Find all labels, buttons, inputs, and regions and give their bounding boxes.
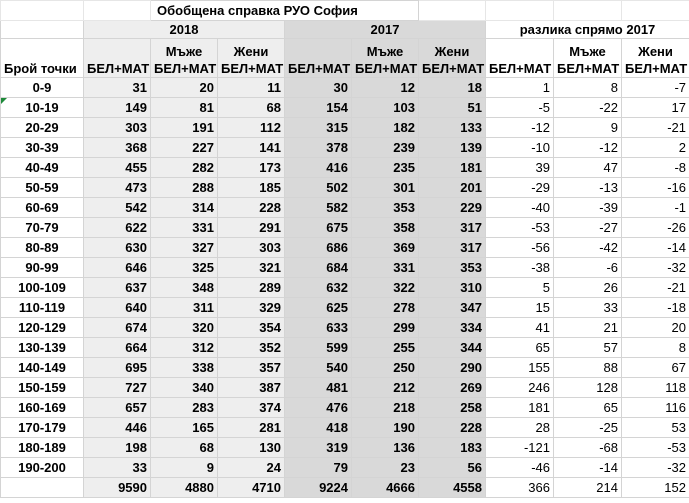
data-cell[interactable]: 502 [285, 178, 352, 198]
metric-label: БЕЛ+МАТ [154, 61, 217, 76]
data-cell[interactable]: -18 [622, 298, 689, 318]
data-cell[interactable]: 290 [419, 358, 486, 378]
data-cell[interactable]: 640 [84, 298, 151, 318]
data-cell[interactable]: -14 [622, 238, 689, 258]
data-cell[interactable]: 258 [419, 398, 486, 418]
data-cell[interactable]: 291 [218, 218, 285, 238]
data-cell[interactable]: -56 [486, 238, 554, 258]
row-range[interactable]: 110-119 [1, 298, 84, 318]
row-range[interactable]: 140-149 [1, 358, 84, 378]
data-cell[interactable]: 317 [419, 238, 486, 258]
data-cell[interactable]: 39 [486, 158, 554, 178]
women-label: Жени [434, 44, 470, 59]
data-cell[interactable]: 418 [285, 418, 352, 438]
metric-label: БЕЛ+МАТ [625, 61, 688, 76]
data-cell[interactable]: 686 [285, 238, 352, 258]
data-cell[interactable]: 657 [84, 398, 151, 418]
data-cell[interactable]: 282 [151, 158, 218, 178]
data-cell[interactable]: 68 [151, 438, 218, 458]
data-cell[interactable]: 283 [151, 398, 218, 418]
table-row [1, 78, 689, 98]
data-cell[interactable]: 30 [285, 78, 352, 98]
data-cell[interactable]: 455 [84, 158, 151, 178]
data-cell[interactable]: 154 [285, 98, 352, 118]
data-cell[interactable]: 228 [419, 418, 486, 438]
data-cell[interactable]: 88 [554, 358, 622, 378]
data-cell[interactable]: 354 [218, 318, 285, 338]
total-cell[interactable]: 152 [622, 478, 689, 498]
data-cell[interactable]: 139 [419, 138, 486, 158]
data-cell[interactable]: 218 [352, 398, 419, 418]
row-header-label[interactable]: Брой точки [1, 39, 84, 78]
data-cell[interactable]: 31 [84, 78, 151, 98]
data-cell[interactable]: 314 [151, 198, 218, 218]
data-cell[interactable]: 599 [285, 338, 352, 358]
group-header-2018[interactable]: 2018 [84, 21, 285, 39]
header-2017-total[interactable] [285, 39, 352, 78]
data-cell[interactable]: -16 [622, 178, 689, 198]
data-cell[interactable]: 633 [285, 318, 352, 338]
data-cell[interactable]: 303 [218, 238, 285, 258]
data-cell[interactable]: -27 [554, 218, 622, 238]
row-range[interactable]: 50-59 [1, 178, 84, 198]
metric-label: БЕЛ+МАТ [221, 61, 284, 76]
women-label: Жени [638, 44, 673, 59]
data-cell[interactable]: 173 [218, 158, 285, 178]
data-cell[interactable]: 5 [486, 278, 554, 298]
data-cell[interactable]: -29 [486, 178, 554, 198]
data-cell[interactable]: -22 [554, 98, 622, 118]
row-range[interactable]: 160-169 [1, 398, 84, 418]
data-cell[interactable]: 378 [285, 138, 352, 158]
data-cell[interactable]: 51 [419, 98, 486, 118]
metric-label: БЕЛ+МАТ [557, 61, 620, 76]
data-cell[interactable]: -10 [486, 138, 554, 158]
men-label: Мъже [165, 44, 203, 59]
data-cell[interactable]: 368 [84, 138, 151, 158]
data-cell[interactable]: 183 [419, 438, 486, 458]
data-cell[interactable]: 228 [218, 198, 285, 218]
data-cell[interactable]: -68 [554, 438, 622, 458]
data-cell[interactable]: 201 [419, 178, 486, 198]
row-range[interactable]: 150-159 [1, 378, 84, 398]
table-row [1, 118, 689, 138]
women-label: Жени [233, 44, 269, 59]
data-cell[interactable]: 118 [622, 378, 689, 398]
data-cell[interactable]: 191 [151, 118, 218, 138]
data-cell[interactable]: -42 [554, 238, 622, 258]
data-cell[interactable]: -32 [622, 458, 689, 478]
data-cell[interactable]: 8 [622, 338, 689, 358]
data-cell[interactable]: 9 [554, 118, 622, 138]
data-cell[interactable]: 26 [554, 278, 622, 298]
data-cell[interactable]: 334 [419, 318, 486, 338]
table-row [1, 218, 689, 238]
header-diff-total[interactable] [486, 39, 554, 78]
row-range[interactable]: 40-49 [1, 158, 84, 178]
data-cell[interactable]: 133 [419, 118, 486, 138]
table-row [1, 258, 689, 278]
data-cell[interactable]: 11 [218, 78, 285, 98]
data-cell[interactable]: 68 [218, 98, 285, 118]
data-cell[interactable]: 327 [151, 238, 218, 258]
data-cell[interactable]: 387 [218, 378, 285, 398]
data-cell[interactable]: 281 [218, 418, 285, 438]
data-cell[interactable]: 229 [419, 198, 486, 218]
data-cell[interactable]: 664 [84, 338, 151, 358]
data-cell[interactable]: -12 [486, 118, 554, 138]
data-cell[interactable]: 348 [151, 278, 218, 298]
total-cell[interactable]: 9590 [84, 478, 151, 498]
cell-blank[interactable] [622, 1, 689, 21]
data-cell[interactable]: -8 [622, 158, 689, 178]
data-cell[interactable]: 303 [84, 118, 151, 138]
data-cell[interactable]: 8 [554, 78, 622, 98]
header-2018-total[interactable] [84, 39, 151, 78]
data-cell[interactable]: 56 [419, 458, 486, 478]
data-cell[interactable]: 18 [419, 78, 486, 98]
data-cell[interactable]: 540 [285, 358, 352, 378]
data-cell[interactable]: -39 [554, 198, 622, 218]
data-cell[interactable]: 357 [218, 358, 285, 378]
table-row [1, 438, 689, 458]
data-cell[interactable]: 353 [419, 258, 486, 278]
data-cell[interactable]: 352 [218, 338, 285, 358]
data-cell[interactable]: -46 [486, 458, 554, 478]
cell-blank[interactable] [1, 21, 84, 39]
data-cell[interactable]: 57 [554, 338, 622, 358]
data-cell[interactable]: 103 [352, 98, 419, 118]
data-cell[interactable]: 321 [218, 258, 285, 278]
data-cell[interactable]: 239 [352, 138, 419, 158]
data-cell[interactable]: 684 [285, 258, 352, 278]
header-2017-women[interactable] [419, 39, 486, 78]
data-cell[interactable]: 347 [419, 298, 486, 318]
row-range[interactable]: 0-9 [1, 78, 84, 98]
data-cell[interactable]: 358 [352, 218, 419, 238]
data-cell[interactable]: 632 [285, 278, 352, 298]
data-cell[interactable]: 289 [218, 278, 285, 298]
data-cell[interactable]: 320 [151, 318, 218, 338]
header-diff-men[interactable] [554, 39, 622, 78]
data-cell[interactable]: 9 [151, 458, 218, 478]
metric-label: БЕЛ+МАТ [422, 61, 485, 76]
table-row [1, 278, 689, 298]
table-row [1, 238, 689, 258]
data-cell[interactable]: 17 [622, 98, 689, 118]
data-cell[interactable]: 481 [285, 378, 352, 398]
row-range[interactable]: 80-89 [1, 238, 84, 258]
total-cell[interactable]: 4710 [218, 478, 285, 498]
row-range[interactable]: 130-139 [1, 338, 84, 358]
data-cell[interactable]: 622 [84, 218, 151, 238]
data-cell[interactable]: 473 [84, 178, 151, 198]
data-cell[interactable]: -32 [622, 258, 689, 278]
row-range[interactable]: 120-129 [1, 318, 84, 338]
data-cell[interactable]: 322 [352, 278, 419, 298]
data-cell[interactable]: 582 [285, 198, 352, 218]
table-title[interactable]: Обобщена справка РУО София [151, 1, 419, 21]
data-cell[interactable]: 674 [84, 318, 151, 338]
data-cell[interactable]: 269 [419, 378, 486, 398]
data-cell[interactable]: 79 [285, 458, 352, 478]
metric-label: БЕЛ+МАТ [355, 61, 418, 76]
table-row [1, 318, 689, 338]
data-cell[interactable]: -121 [486, 438, 554, 458]
data-cell[interactable]: 33 [84, 458, 151, 478]
data-cell[interactable]: 112 [218, 118, 285, 138]
data-cell[interactable]: 198 [84, 438, 151, 458]
data-cell[interactable]: 155 [486, 358, 554, 378]
cell-blank[interactable] [486, 1, 554, 21]
total-cell[interactable]: 214 [554, 478, 622, 498]
group-header-diff[interactable]: разлика спрямо 2017 [486, 21, 689, 39]
data-cell[interactable]: -6 [554, 258, 622, 278]
row-range[interactable]: 190-200 [1, 458, 84, 478]
row-range[interactable]: 180-189 [1, 438, 84, 458]
data-cell[interactable]: 149 [84, 98, 151, 118]
data-cell[interactable]: 317 [419, 218, 486, 238]
data-cell[interactable]: 329 [218, 298, 285, 318]
metric-label: БЕЛ+МАТ [489, 61, 552, 76]
data-cell[interactable]: 130 [218, 438, 285, 458]
table-row [1, 138, 689, 158]
data-cell[interactable]: 20 [151, 78, 218, 98]
data-cell[interactable]: 24 [218, 458, 285, 478]
cell-blank[interactable] [1, 478, 84, 498]
data-cell[interactable]: 185 [218, 178, 285, 198]
data-cell[interactable]: 12 [352, 78, 419, 98]
data-cell[interactable]: -12 [554, 138, 622, 158]
total-cell[interactable]: 4666 [352, 478, 419, 498]
data-cell[interactable]: 165 [151, 418, 218, 438]
data-cell[interactable]: 311 [151, 298, 218, 318]
header-2018-men[interactable] [151, 39, 218, 78]
data-cell[interactable]: 33 [554, 298, 622, 318]
header-2017-men[interactable] [352, 39, 419, 78]
data-cell[interactable]: 116 [622, 398, 689, 418]
data-cell[interactable]: 637 [84, 278, 151, 298]
data-cell[interactable]: 1 [486, 78, 554, 98]
group-header-2017[interactable]: 2017 [285, 21, 486, 39]
data-cell[interactable]: 23 [352, 458, 419, 478]
row-range[interactable]: 30-39 [1, 138, 84, 158]
data-cell[interactable]: 2 [622, 138, 689, 158]
data-cell[interactable]: 128 [554, 378, 622, 398]
data-cell[interactable]: 47 [554, 158, 622, 178]
header-diff-women[interactable] [622, 39, 689, 78]
data-cell[interactable]: 41 [486, 318, 554, 338]
data-cell[interactable]: -5 [486, 98, 554, 118]
data-cell[interactable]: -14 [554, 458, 622, 478]
total-cell[interactable]: 4558 [419, 478, 486, 498]
data-cell[interactable]: 625 [285, 298, 352, 318]
data-cell[interactable]: 353 [352, 198, 419, 218]
data-cell[interactable]: 28 [486, 418, 554, 438]
data-cell[interactable]: -40 [486, 198, 554, 218]
data-cell[interactable]: 15 [486, 298, 554, 318]
data-cell[interactable]: -53 [486, 218, 554, 238]
data-cell[interactable]: 331 [151, 218, 218, 238]
data-cell[interactable]: -53 [622, 438, 689, 458]
data-cell[interactable]: 141 [218, 138, 285, 158]
row-range[interactable]: 170-179 [1, 418, 84, 438]
total-cell[interactable]: 366 [486, 478, 554, 498]
data-cell[interactable]: 65 [554, 398, 622, 418]
cell-blank[interactable] [1, 1, 84, 21]
data-cell[interactable]: -7 [622, 78, 689, 98]
data-cell[interactable]: 727 [84, 378, 151, 398]
row-range[interactable]: 90-99 [1, 258, 84, 278]
table-row [1, 158, 689, 178]
data-cell[interactable]: 181 [419, 158, 486, 178]
data-cell[interactable]: 695 [84, 358, 151, 378]
data-cell[interactable]: 246 [486, 378, 554, 398]
data-cell[interactable]: 646 [84, 258, 151, 278]
data-cell[interactable]: -25 [554, 418, 622, 438]
total-cell[interactable]: 4880 [151, 478, 218, 498]
data-cell[interactable]: 65 [486, 338, 554, 358]
table-row [1, 298, 689, 318]
data-cell[interactable]: 288 [151, 178, 218, 198]
data-cell[interactable]: 340 [151, 378, 218, 398]
table-row [1, 338, 689, 358]
data-cell[interactable]: 235 [352, 158, 419, 178]
data-cell[interactable]: 21 [554, 318, 622, 338]
cell-blank[interactable] [554, 1, 622, 21]
data-cell[interactable]: -26 [622, 218, 689, 238]
data-cell[interactable]: 299 [352, 318, 419, 338]
data-cell[interactable]: 81 [151, 98, 218, 118]
cell-blank[interactable] [84, 1, 151, 21]
data-cell[interactable]: 310 [419, 278, 486, 298]
table-row [1, 358, 689, 378]
data-cell[interactable]: 182 [352, 118, 419, 138]
table-row [1, 198, 689, 218]
data-cell[interactable]: 374 [218, 398, 285, 418]
data-cell[interactable]: -13 [554, 178, 622, 198]
men-label: Мъже [569, 44, 606, 59]
total-cell[interactable]: 9224 [285, 478, 352, 498]
data-cell[interactable]: -21 [622, 118, 689, 138]
table-row [1, 458, 689, 478]
table-row [1, 418, 689, 438]
data-cell[interactable]: 315 [285, 118, 352, 138]
data-cell[interactable]: 250 [352, 358, 419, 378]
row-range[interactable]: 60-69 [1, 198, 84, 218]
data-cell[interactable]: 416 [285, 158, 352, 178]
data-cell[interactable]: 227 [151, 138, 218, 158]
data-cell[interactable]: 344 [419, 338, 486, 358]
data-cell[interactable]: 630 [84, 238, 151, 258]
row-range[interactable]: 100-109 [1, 278, 84, 298]
data-cell[interactable]: -38 [486, 258, 554, 278]
data-cell[interactable]: 212 [352, 378, 419, 398]
row-range[interactable]: 20-29 [1, 118, 84, 138]
data-cell[interactable]: 278 [352, 298, 419, 318]
data-cell[interactable]: 312 [151, 338, 218, 358]
data-cell[interactable]: -21 [622, 278, 689, 298]
header-2018-women[interactable] [218, 39, 285, 78]
data-cell[interactable]: 446 [84, 418, 151, 438]
data-cell[interactable]: 476 [285, 398, 352, 418]
table-row [1, 398, 689, 418]
cell-blank[interactable] [419, 1, 486, 21]
metric-label: БЕЛ+МАТ [288, 61, 351, 76]
data-cell[interactable]: 331 [352, 258, 419, 278]
men-label: Мъже [366, 44, 404, 59]
table-row [1, 378, 689, 398]
data-cell[interactable]: 181 [486, 398, 554, 418]
table-row [1, 98, 689, 118]
data-cell[interactable]: 255 [352, 338, 419, 358]
data-cell[interactable]: 675 [285, 218, 352, 238]
data-cell[interactable]: 325 [151, 258, 218, 278]
data-cell[interactable]: 338 [151, 358, 218, 378]
data-cell[interactable]: 369 [352, 238, 419, 258]
data-cell[interactable]: -1 [622, 198, 689, 218]
totals-row [1, 478, 689, 498]
data-cell[interactable]: 20 [622, 318, 689, 338]
data-cell[interactable]: 319 [285, 438, 352, 458]
table-row [1, 178, 689, 198]
data-cell[interactable]: 53 [622, 418, 689, 438]
row-range[interactable]: 10-19 [1, 98, 84, 118]
metric-label: БЕЛ+МАТ [87, 61, 150, 76]
data-cell[interactable]: 542 [84, 198, 151, 218]
data-cell[interactable]: 190 [352, 418, 419, 438]
data-cell[interactable]: 136 [352, 438, 419, 458]
row-range[interactable]: 70-79 [1, 218, 84, 238]
data-cell[interactable]: 301 [352, 178, 419, 198]
data-cell[interactable]: 67 [622, 358, 689, 378]
